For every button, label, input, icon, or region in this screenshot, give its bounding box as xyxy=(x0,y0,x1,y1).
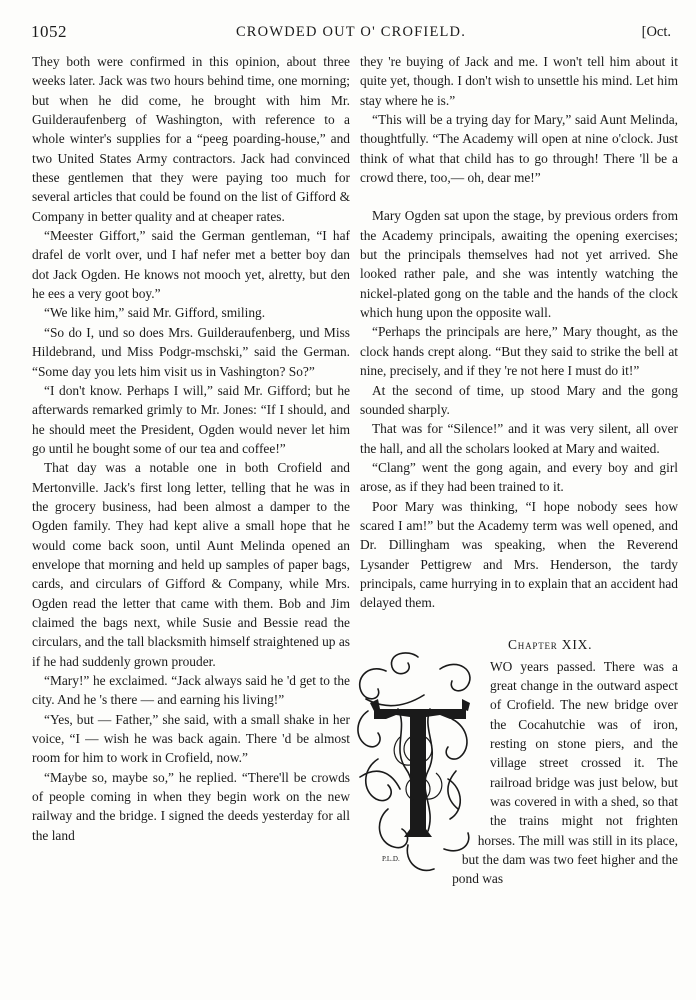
paragraph: “We like him,” said Mr. Gifford, smiling. xyxy=(44,305,266,321)
paragraph: “Yes, but — Father,” she said, with a small shake in her voice, “I — wish he was back again. There 'd be almost room for him to work in Crofield, now.” xyxy=(32,711,350,766)
paragraph: “Clang” went the gong again, and every boy and girl arose, as if they had been trained to it. xyxy=(360,459,678,495)
paragraph: they 're buying of Jack and me. I won't tell him about it quite yet, though. I don't wish to unsettle his mind. Let him stay where he is.” xyxy=(360,54,678,108)
chapter-title: Chapter XIX. xyxy=(508,636,593,652)
paragraph: They both were confirmed in this opinion, about three weeks later. Jack was two hours behind time, one morning; but when he did come, he brought with him Mr. Guilderaufenberg of Washington, with reference to a whole winter's supplies for a “peeg poarding-house,” and two United States Army contractors. Jack had convinced these gentlemen that they were paying too much for several articles that could be found on the list of Gifford & Company in better quality and at cheaper rates. xyxy=(32,54,350,224)
paragraph: That was for “Silence!” and it was very silent, all over the hall, and all the scholars looked at Mary and waited. xyxy=(360,421,678,456)
left-column xyxy=(32,52,350,845)
paragraph: “Perhaps the principals are here,” Mary thought, as the clock hands crept along. “But they said to strike the bell at nine, precisely, and if they 're not here I must do it!” xyxy=(360,324,678,379)
paragraph: Mary Ogden sat upon the stage, by previous orders from the Academy principals, awaiting the opening exercises; but the principals themselves had not yet arrived. She looked rather pale, and she was intently watching the nickel-plated gong on the table and the hands of the clock which hung upon the opposite wall. xyxy=(360,208,678,321)
paragraph: “Maybe so, maybe so,” he replied. “There'll be crowds of people coming in when they begin work on the new railway and the bridge. I signed the deeds yesterday for all the land xyxy=(32,769,350,843)
right-column xyxy=(360,52,678,889)
issue-month: [Oct. xyxy=(641,24,671,40)
paragraph: That day was a notable one in both Crofield and Mertonville. Jack's first long letter, telling that he was in the grocery business, had been almost a damper to the Ogden family. They had kept alive a small hope that he would come back soon, until Aunt Melinda opened an envelope that morning and held up samples of paper bags, cards, and circulars of Gifford & Company, while Mrs. Ogden read the letter that came with them. Bob and Jim claimed the bags next, while Susie and Bessie read the circulars, and the tall blacksmith himself straightened up as if he had suddenly grown prouder. xyxy=(32,460,350,669)
page-number: 1052 xyxy=(31,22,67,41)
initial-monogram: P.L.D. xyxy=(382,854,400,863)
paragraph: Poor Mary was thinking, “I hope nobody sees how scared I am!” but the Academy term was well opened, and Dr. Dillingham was speaking, when the Reverend Lysander Pettigrew and Mrs. Henderson, the tardy principals, came hurrying in to explain that an accident had delayed them. xyxy=(360,498,678,611)
paragraph: “I don't know. Perhaps I will,” said Mr. Gifford; but he afterwards remarked grimly to Mr. Jones: “If I should, and he should meet the President, Ogden would never let him go until he bought some of our tea and coffee!” xyxy=(32,382,350,456)
ornamental-initial-t-icon xyxy=(348,649,488,881)
paragraph: “Meester Giffort,” said the German gentleman, “I haf drafel de vorlt over, und I haf nefer met a better boy dan dot Jack Ogden. He knows not mooch yet, alretty, but den he ees a very goot boy.” xyxy=(32,228,350,302)
paragraph: At the second of time, up stood Mary and the gong sounded sharply. xyxy=(360,382,678,417)
paragraph: “Mary!” he exclaimed. “Jack always said he 'd get to the city. And he 's there — and earning his living!” xyxy=(32,673,350,708)
paragraph: “This will be a trying day for Mary,” said Aunt Melinda, thoughtfully. “The Academy will open at nine o'clock. Just think of what that child has to go through! There 'll be a crowd there, too,— oh, dear me!” xyxy=(360,112,678,186)
running-header xyxy=(31,22,671,46)
chapter-opening xyxy=(360,657,678,889)
running-title: CROWDED OUT O' CROFIELD. xyxy=(235,24,467,40)
chapter-opening-text: WO years passed. There was a great change in the outward aspect of Crofield. The new bridge over the Cocahutchie was of iron, resting on stone piers, and the village street crossed it. The railroad bridge was just below, but was covered in with a shed, so that the trains might not frighten horses. The mill was still in its place, but the dam was two feet higher and the pond was xyxy=(452,658,678,887)
paragraph: “So do I, und so does Mrs. Guilderaufenberg, und Miss Hildebrand, und Miss Podgr-mschski,” said the German. “Some day you lets him visit us in Vashington? So?” xyxy=(32,324,350,379)
